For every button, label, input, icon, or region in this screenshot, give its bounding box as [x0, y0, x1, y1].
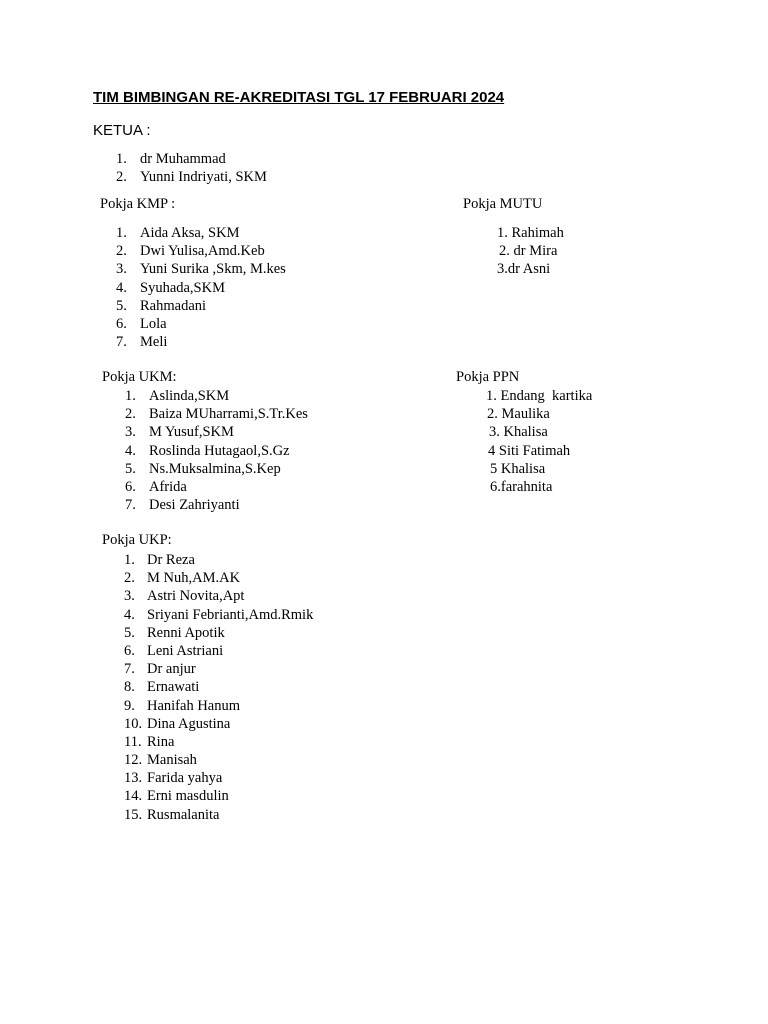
member-name: Ernawati [147, 679, 200, 696]
list-item [124, 769, 313, 787]
list-number: 10. [124, 715, 143, 732]
document-title: TIM BIMBINGAN RE-AKREDITASI TGL 17 FEBRUARI 2024 [93, 89, 505, 106]
list-number: 7. [125, 497, 136, 514]
list-item [116, 333, 286, 351]
list-item [116, 279, 286, 297]
list-number: 11. [124, 733, 142, 750]
pokja-ukm-heading: Pokja UKM: [102, 369, 177, 385]
member-name: Dina Agustina [147, 715, 231, 732]
list-number: 1. [116, 151, 127, 167]
member-name: Dwi Yulisa,Amd.Keb [140, 243, 265, 260]
list-item [125, 460, 308, 478]
pokja-kmp-list [116, 224, 286, 351]
member-name: M Nuh,AM.AK [147, 570, 241, 587]
member-name: Ns.Muksalmina,S.Kep [149, 460, 281, 477]
member-name: dr Muhammad [140, 151, 226, 167]
list-number: 6. [125, 478, 136, 495]
list-item: 3.dr Asni [497, 261, 551, 278]
member-name: M Yusuf,SKM [149, 424, 234, 441]
list-number: 5. [125, 460, 136, 477]
list-number: 12. [124, 752, 143, 769]
member-name: Desi Zahriyanti [149, 497, 240, 514]
list-item [124, 697, 313, 715]
member-name: Yuni Surika ,Skm, M.kes [140, 261, 286, 278]
member-name: Hanifah Hanum [147, 697, 241, 714]
list-item: 5 Khalisa [490, 460, 546, 477]
list-number: 9. [124, 697, 135, 714]
member-name: Leni Astriani [147, 642, 224, 659]
list-number: 8. [124, 679, 135, 696]
list-item [124, 806, 313, 824]
member-name: Renni Apotik [147, 624, 225, 641]
pokja-ppn-heading: Pokja PPN [456, 369, 520, 385]
member-name: Rina [147, 733, 175, 750]
list-item [116, 242, 286, 260]
list-number: 5. [124, 624, 135, 641]
list-item [125, 387, 308, 405]
ketua-label: KETUA : [93, 122, 151, 139]
pokja-ppn-list [486, 387, 592, 496]
list-number: 3. [125, 424, 136, 441]
member-name: Erni masdulin [147, 788, 229, 805]
member-name: Roslinda Hutagaol,S.Gz [149, 442, 290, 459]
list-number: 4. [124, 606, 135, 623]
member-name: Aslinda,SKM [149, 388, 230, 404]
list-item: 2. Maulika [487, 406, 550, 423]
list-item [124, 733, 313, 751]
member-name: Lola [140, 315, 167, 332]
list-number: 6. [116, 315, 127, 332]
list-item: 3. Khalisa [489, 424, 548, 441]
list-item [124, 660, 313, 678]
member-name: Rahmadani [140, 297, 207, 314]
list-number: 7. [116, 334, 127, 351]
list-number: 15. [124, 806, 143, 823]
list-number: 14. [124, 788, 143, 805]
list-item [124, 587, 313, 605]
member-name: Dr Reza [147, 552, 195, 568]
list-item [116, 260, 286, 278]
list-item [124, 787, 313, 805]
list-item [125, 405, 308, 423]
list-item [124, 551, 313, 569]
member-name: Baiza MUharrami,S.Tr.Kes [149, 406, 308, 423]
list-item: 2. dr Mira [499, 243, 558, 260]
pokja-kmp-heading: Pokja KMP : [100, 196, 176, 212]
list-number: 3. [124, 588, 135, 605]
member-name: Afrida [149, 478, 187, 495]
list-item [116, 168, 267, 186]
list-number: 13. [124, 770, 143, 787]
list-number: 1. [116, 225, 127, 241]
list-item [125, 442, 308, 460]
list-number: 6. [124, 642, 135, 659]
list-number: 2. [124, 570, 135, 587]
pokja-ukp-heading: Pokja UKP: [102, 532, 172, 548]
member-name: Sriyani Febrianti,Amd.Rmik [147, 606, 314, 623]
list-item [124, 569, 313, 587]
list-number: 3. [116, 261, 127, 278]
pokja-ukp-list [124, 551, 313, 824]
ketua-list [116, 150, 267, 186]
list-number: 4. [116, 279, 127, 296]
list-item [124, 678, 313, 696]
list-number: 2. [116, 169, 127, 186]
list-item: 1. Endang kartika [486, 388, 593, 404]
member-name: Syuhada,SKM [140, 279, 225, 296]
list-item [124, 606, 313, 624]
list-item [125, 423, 308, 441]
member-name: Dr anjur [147, 661, 196, 678]
member-name: Manisah [147, 752, 197, 769]
list-item: 4 Siti Fatimah [488, 442, 571, 459]
pokja-mutu-list [497, 224, 564, 279]
list-item [125, 478, 308, 496]
member-name: Aida Aksa, SKM [140, 225, 240, 241]
list-item [116, 150, 267, 168]
list-item [125, 496, 308, 514]
list-item [124, 715, 313, 733]
member-name: Farida yahya [147, 770, 223, 787]
list-item [124, 642, 313, 660]
list-number: 5. [116, 297, 127, 314]
list-item [124, 624, 313, 642]
list-item [116, 297, 286, 315]
list-number: 2. [116, 243, 127, 260]
pokja-mutu-heading: Pokja MUTU [463, 196, 543, 212]
list-number: 1. [124, 552, 135, 568]
list-item [116, 224, 286, 242]
list-item: 6.farahnita [490, 478, 553, 495]
member-name: Meli [140, 334, 168, 351]
member-name: Astri Novita,Apt [147, 588, 245, 605]
list-number: 7. [124, 661, 135, 678]
list-number: 4. [125, 442, 136, 459]
list-number: 2. [125, 406, 136, 423]
pokja-ukm-list [125, 387, 308, 514]
list-item: 1. Rahimah [497, 225, 564, 241]
member-name: Yunni Indriyati, SKM [140, 169, 267, 186]
member-name: Rusmalanita [147, 806, 220, 823]
list-item [116, 315, 286, 333]
list-number: 1. [125, 388, 136, 404]
list-item [124, 751, 313, 769]
